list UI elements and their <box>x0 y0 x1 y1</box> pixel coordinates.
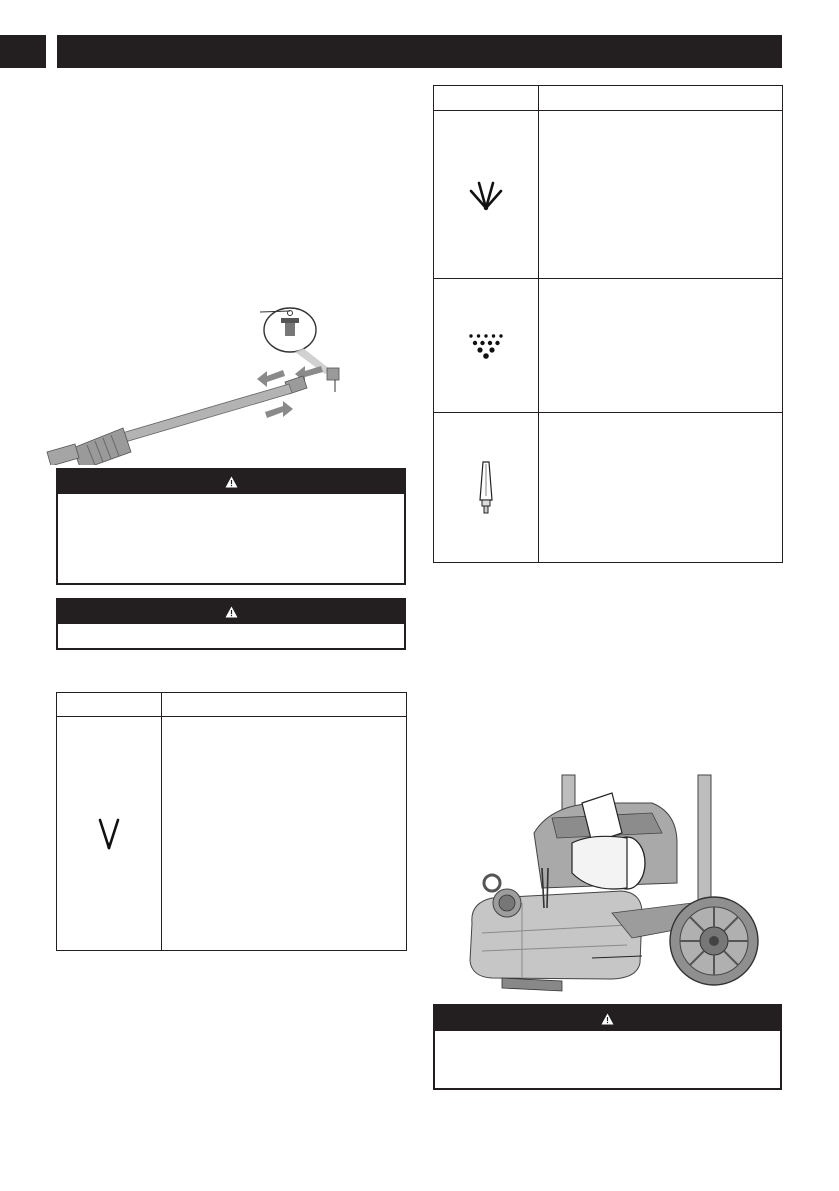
table-desc-cell <box>539 279 783 413</box>
narrow-spray-icon <box>96 817 122 851</box>
table-icon-cell <box>434 111 539 279</box>
warning-header <box>435 1006 780 1031</box>
table-row <box>434 413 783 563</box>
table-header-row <box>57 693 407 717</box>
table-header-cell <box>539 86 783 111</box>
table-desc-cell <box>539 413 783 563</box>
wand-nozzle-illustration <box>45 300 360 465</box>
section-tab <box>0 35 46 68</box>
wide-spray-icon <box>469 179 503 211</box>
spray-pattern-table-left <box>56 692 407 951</box>
warning-header <box>58 600 404 624</box>
table-desc-cell <box>162 717 407 951</box>
turbo-nozzle-icon <box>479 460 493 516</box>
warning-box-2 <box>56 598 406 650</box>
table-header-cell <box>162 693 407 717</box>
pressure-washer-detergent-illustration <box>462 773 780 998</box>
table-row <box>57 717 407 951</box>
warning-box-3 <box>433 1004 782 1090</box>
spray-pattern-table-right <box>433 85 783 563</box>
dot-spray-icon <box>468 333 504 359</box>
table-header-row <box>434 86 783 111</box>
warning-header <box>58 470 404 494</box>
table-icon-cell <box>57 717 162 951</box>
table-header-cell <box>57 693 162 717</box>
table-header-cell <box>434 86 539 111</box>
table-icon-cell <box>434 279 539 413</box>
warning-box-1 <box>56 468 406 585</box>
table-row <box>434 279 783 413</box>
warning-triangle-icon <box>225 476 238 488</box>
table-icon-cell <box>434 413 539 563</box>
header-bar <box>57 35 782 68</box>
table-row <box>434 111 783 279</box>
warning-triangle-icon <box>601 1013 614 1025</box>
table-desc-cell <box>539 111 783 279</box>
warning-triangle-icon <box>225 606 238 618</box>
